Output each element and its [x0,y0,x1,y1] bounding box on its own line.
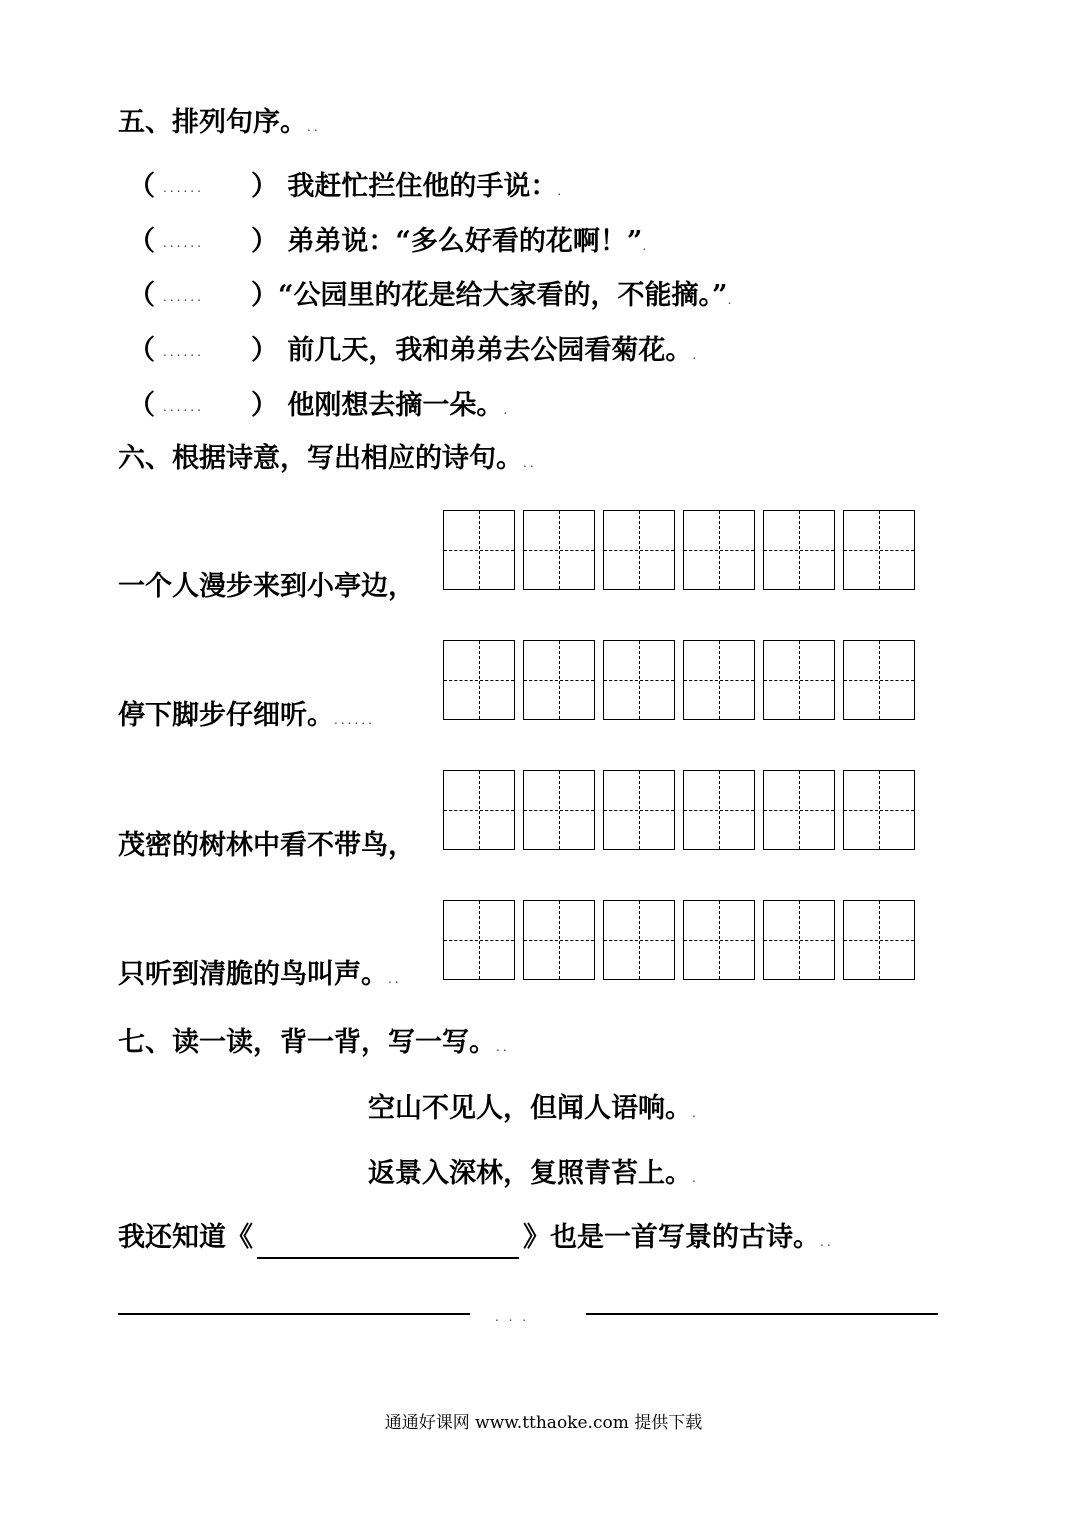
grid-cell[interactable] [443,510,515,590]
grid-cell[interactable] [603,640,675,720]
grid-cell[interactable] [843,900,915,980]
grid-cell[interactable] [843,640,915,720]
grid-cell[interactable] [683,770,755,850]
grid-cell[interactable] [763,900,835,980]
grid-cell[interactable] [683,510,755,590]
grid-cell[interactable] [523,640,595,720]
poem-meaning-line-3: 茂密的树林中看不带鸟， [118,830,415,861]
grid-cell[interactable] [763,510,835,590]
grid-cell[interactable] [523,900,595,980]
poem-line-1: 空山不见人，但闻人语响。. [368,1093,699,1124]
section6-heading: 六、根据诗意，写出相应的诗句。.. [118,443,537,474]
answer-line-left[interactable] [118,1313,470,1315]
poem-title-blank[interactable] [257,1231,519,1259]
grid-cell[interactable] [763,770,835,850]
poem-meaning-line-2: 停下脚步仔细听。...... [118,700,375,731]
answer-slot-2[interactable]: ...... [163,235,204,250]
answer-slot-1[interactable]: ...... [163,180,204,195]
writing-grid-row-3[interactable] [443,770,923,850]
grid-cell[interactable] [603,510,675,590]
poem-meaning-line-1: 一个人漫步来到小亭边， [118,571,415,602]
poem-title-prompt: 我还知道《 》也是一首写景的古诗。.. [118,1221,834,1259]
answer-slot-4[interactable]: ...... [163,344,204,359]
grid-cell[interactable] [843,770,915,850]
answer-line-dots: . . . [495,1310,530,1324]
grid-cell[interactable] [763,640,835,720]
grid-cell[interactable] [843,510,915,590]
grid-cell[interactable] [683,640,755,720]
order-item-1: （ ...... ） 我赶忙拦住他的手说：. [128,170,564,208]
writing-grid-row-1[interactable] [443,510,923,590]
grid-cell[interactable] [443,770,515,850]
poem-meaning-line-4: 只听到清脆的鸟叫声。.. [118,959,402,990]
grid-cell[interactable] [603,900,675,980]
answer-slot-3[interactable]: ...... [163,289,204,304]
footer-credit: 通通好课网 www.tthaoke.com 提供下载 [384,1413,703,1433]
order-item-4: （ ...... ） 前几天，我和弟弟去公园看菊花。. [128,334,699,372]
grid-cell[interactable] [523,510,595,590]
order-item-3: （ ...... ）“公园里的花是给大家看的，不能摘。”. [128,279,734,317]
grid-cell[interactable] [523,770,595,850]
order-item-5: （ ...... ） 他刚想去摘一朵。. [128,389,510,427]
grid-cell[interactable] [443,640,515,720]
grid-cell[interactable] [603,770,675,850]
grid-cell[interactable] [683,900,755,980]
section7-heading: 七、读一读，背一背，写一写。.. [118,1027,510,1058]
answer-slot-5[interactable]: ...... [163,399,204,414]
order-item-2: （ ...... ） 弟弟说：“多么好看的花啊！”. [128,225,649,263]
grid-cell[interactable] [443,900,515,980]
answer-line-right[interactable] [586,1313,938,1315]
writing-grid-row-2[interactable] [443,640,923,720]
writing-grid-row-4[interactable] [443,900,923,980]
section5-heading: 五、排列句序。.. [118,107,321,138]
poem-line-2: 返景入深林，复照青苔上。. [368,1158,699,1189]
